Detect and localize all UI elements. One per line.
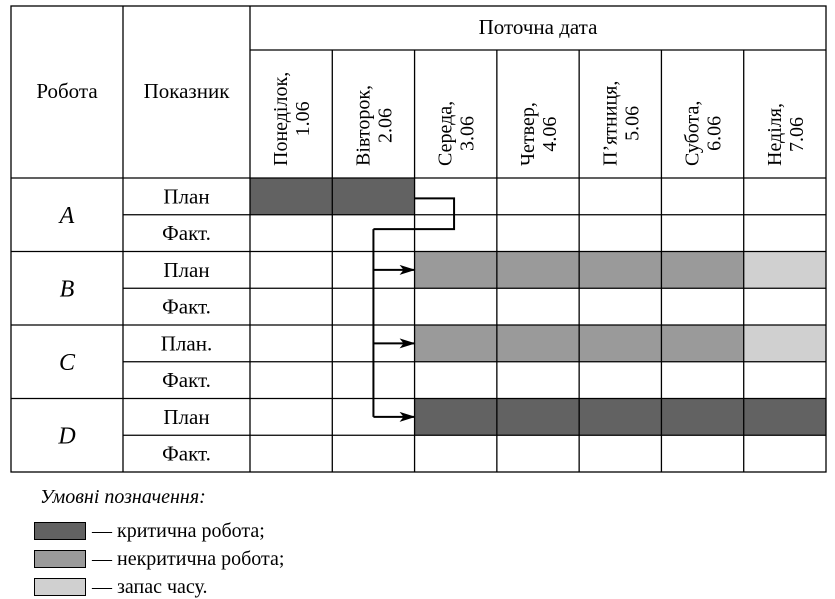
header-work: Робота — [36, 79, 98, 103]
work-name-c: C — [58, 349, 76, 376]
day-name: Субота, — [681, 100, 704, 166]
day-label-2 — [352, 85, 396, 166]
legend-item-critical — [34, 520, 265, 542]
work-name-d: D — [58, 423, 76, 450]
plan-bar-c-1 — [744, 325, 826, 362]
work-name-b: B — [59, 276, 75, 303]
plan-bar-b-1 — [744, 252, 826, 289]
day-date: 2.06 — [374, 107, 397, 143]
day-label-6 — [682, 101, 726, 166]
fact-label-b: Факт. — [162, 294, 211, 319]
day-name: П’ятниця, — [599, 80, 622, 166]
legend-title: Умовні позначення: — [40, 486, 206, 508]
legend-label-critical: — критична робота; — [92, 519, 265, 542]
day-label-4 — [517, 102, 561, 166]
header-current-date: Поточна дата — [478, 15, 598, 39]
legend-item-reserve — [34, 576, 208, 598]
legend-label-noncritical: — некритична робота; — [92, 547, 285, 570]
fact-label-d: Факт. — [162, 441, 211, 466]
legend-swatch-reserve — [34, 578, 86, 596]
day-date: 1.06 — [292, 101, 315, 137]
day-date: 3.06 — [456, 115, 479, 151]
day-date: 7.06 — [785, 117, 808, 153]
day-date: 6.06 — [703, 115, 726, 151]
day-label-3 — [435, 101, 479, 166]
header-indicator: Показник — [143, 79, 230, 103]
day-date: 5.06 — [621, 105, 644, 141]
legend-item-noncritical — [34, 548, 284, 570]
day-label-1 — [270, 72, 314, 166]
plan-label-a: План — [163, 184, 210, 209]
work-name-a: A — [59, 202, 75, 229]
day-name: Неділя, — [763, 103, 786, 166]
fact-label-a: Факт. — [162, 221, 211, 246]
day-name: Вівторок, — [352, 84, 375, 166]
day-name: Середа, — [434, 100, 457, 166]
day-date: 4.06 — [539, 116, 561, 152]
legend-swatch-critical — [34, 522, 86, 540]
legend-swatch-noncritical — [34, 550, 86, 568]
plan-bar-d-0 — [415, 399, 826, 436]
day-name: Понеділок, — [270, 71, 293, 166]
plan-label-d: План — [163, 404, 210, 429]
day-label-5 — [599, 81, 643, 166]
plan-label-b: План — [163, 257, 210, 282]
legend-label-reserve: — запас часу. — [92, 575, 208, 598]
plan-label-c: План. — [160, 331, 213, 356]
day-label-7 — [764, 103, 808, 166]
day-name: Четвер, — [517, 102, 539, 166]
fact-label-c: Факт. — [162, 368, 211, 393]
